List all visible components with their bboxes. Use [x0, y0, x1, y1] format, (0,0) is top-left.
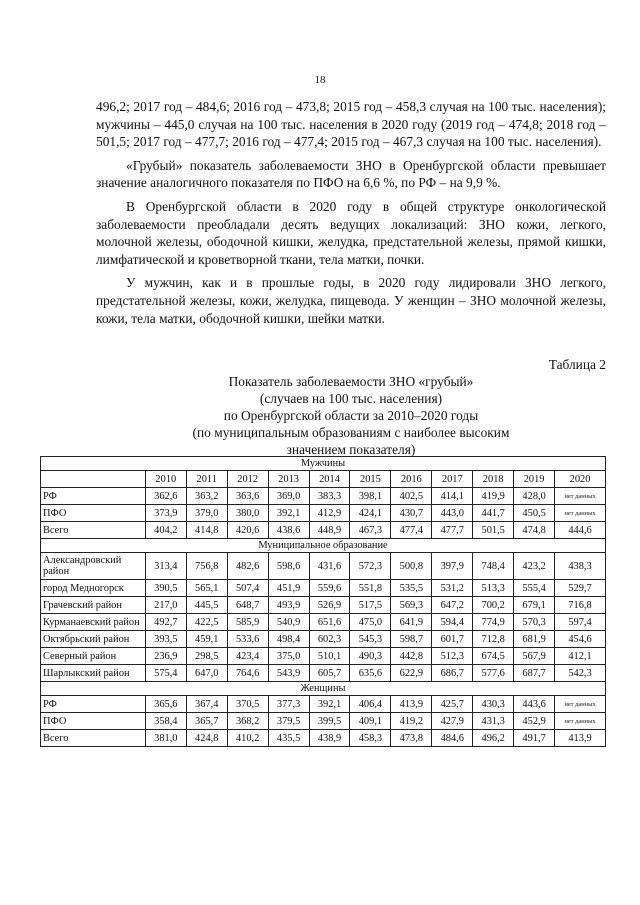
value-cell: 712,8 [473, 631, 514, 648]
value-cell: 526,9 [309, 597, 350, 614]
value-cell: 370,5 [227, 696, 268, 713]
value-cell: 438,6 [268, 522, 309, 539]
row-label: Грачевский район [41, 597, 146, 614]
value-cell: 217,0 [145, 597, 186, 614]
table-row [41, 730, 606, 747]
value-cell: 555,4 [514, 580, 555, 597]
value-cell: 601,7 [432, 631, 473, 648]
value-cell: 513,3 [473, 580, 514, 597]
value-cell: 423,4 [227, 648, 268, 665]
value-cell: 473,8 [391, 730, 432, 747]
value-cell: 419,2 [391, 713, 432, 730]
value-cell: 490,3 [350, 648, 391, 665]
value-cell: 501,5 [473, 522, 514, 539]
value-cell: 512,3 [432, 648, 473, 665]
page-number: 18 [314, 74, 326, 86]
value-cell: 492,7 [145, 614, 186, 631]
table-title-line: Показатель заболеваемости ЗНО «грубый» [228, 374, 474, 389]
value-cell: 545,3 [350, 631, 391, 648]
table-row [41, 597, 606, 614]
value-cell: 598,7 [391, 631, 432, 648]
value-cell: 475,0 [350, 614, 391, 631]
value-cell: 430,7 [391, 505, 432, 522]
table-row [41, 505, 606, 522]
table-row [41, 580, 606, 597]
row-label: РФ [41, 488, 146, 505]
value-cell: 379,5 [268, 713, 309, 730]
value-cell: 410,2 [227, 730, 268, 747]
value-cell: 444,6 [555, 522, 606, 539]
year-header: 2015 [350, 471, 391, 488]
year-header: 2018 [473, 471, 514, 488]
value-cell: 402,5 [391, 488, 432, 505]
value-cell: 567,9 [514, 648, 555, 665]
value-cell: 443,6 [514, 696, 555, 713]
value-cell: 491,7 [514, 730, 555, 747]
row-label: Всего [41, 730, 146, 747]
table-title-line: (случаев на 100 тыс. населения) [259, 391, 443, 406]
row-label: город Медногорск [41, 580, 146, 597]
value-cell: 363,2 [186, 488, 227, 505]
row-label: Шарлыкский район [41, 665, 146, 682]
value-cell: 422,5 [186, 614, 227, 631]
value-cell: 413,9 [555, 730, 606, 747]
row-label: Александровский район [41, 553, 146, 580]
value-cell: 377,3 [268, 696, 309, 713]
paragraph-3: В Оренбургской области в 2020 году в общей структуре онкологической заболеваемости преобладали десять ведущих локализаций: ЗНО кожи, легкого, молочной железы, ободочной кишки, желудка, предстательной железы, прямой кишки, лимфатической и кроветворной ткани, тела матки, почки. [96, 198, 606, 267]
value-cell: 393,5 [145, 631, 186, 648]
value-cell: 594,4 [432, 614, 473, 631]
row-label: Всего [41, 522, 146, 539]
year-header: 2020 [555, 471, 606, 488]
value-cell: 597,4 [555, 614, 606, 631]
table-title [96, 373, 606, 458]
year-header: 2013 [268, 471, 309, 488]
value-cell: 448,9 [309, 522, 350, 539]
value-cell: 577,6 [473, 665, 514, 682]
value-cell: 442,8 [391, 648, 432, 665]
incidence-table-body [41, 457, 606, 747]
value-cell: 533,6 [227, 631, 268, 648]
value-cell: 648,7 [227, 597, 268, 614]
value-cell: 570,3 [514, 614, 555, 631]
value-cell: 482,6 [227, 553, 268, 580]
value-cell: 507,4 [227, 580, 268, 597]
value-cell: 651,6 [309, 614, 350, 631]
value-cell: 445,5 [186, 597, 227, 614]
value-cell: 424,1 [350, 505, 391, 522]
value-cell: 575,4 [145, 665, 186, 682]
section-row [41, 457, 606, 471]
value-cell: 431,3 [473, 713, 514, 730]
value-cell: 510,1 [309, 648, 350, 665]
paragraph-4: У мужчин, как и в прошлые годы, в 2020 году лидировали ЗНО легкого, предстательной железы, кожи, желудка, пищевода. У женщин – ЗНО молочной железы, кожи, тела матки, ободочной кишки, шейки матки. [96, 275, 606, 326]
value-cell: 716,8 [555, 597, 606, 614]
paragraph-2: «Грубый» показатель заболеваемости ЗНО в Оренбургской области превышает значение аналогичного показателя по ПФО на 6,6 %, по РФ – на 9,9 %. [96, 157, 606, 191]
value-cell: 647,0 [186, 665, 227, 682]
value-cell: 381,0 [145, 730, 186, 747]
value-cell: 419,9 [473, 488, 514, 505]
value-cell: нет данных [555, 505, 606, 522]
value-cell: 674,5 [473, 648, 514, 665]
value-cell: 641,9 [391, 614, 432, 631]
value-cell: 565,1 [186, 580, 227, 597]
value-cell: 686,7 [432, 665, 473, 682]
value-cell: 529,7 [555, 580, 606, 597]
value-cell: 622,9 [391, 665, 432, 682]
table-row [41, 648, 606, 665]
value-cell: 748,4 [473, 553, 514, 580]
value-cell: 236,9 [145, 648, 186, 665]
value-cell: 365,6 [145, 696, 186, 713]
value-cell: 572,3 [350, 553, 391, 580]
year-header: 2014 [309, 471, 350, 488]
value-cell: 635,6 [350, 665, 391, 682]
value-cell: 406,4 [350, 696, 391, 713]
year-header: 2017 [432, 471, 473, 488]
value-cell: 365,7 [186, 713, 227, 730]
value-cell: 409,1 [350, 713, 391, 730]
value-cell: 428,0 [514, 488, 555, 505]
value-cell: 452,9 [514, 713, 555, 730]
value-cell: 363,6 [227, 488, 268, 505]
value-cell: 390,5 [145, 580, 186, 597]
value-cell: 399,5 [309, 713, 350, 730]
value-cell: 496,2 [473, 730, 514, 747]
value-cell: нет данных [555, 696, 606, 713]
paragraph-1: 496,2; 2017 год – 484,6; 2016 год – 473,8; 2015 год – 458,3 случая на 100 тыс. населения); мужчины – 445,0 случая на 100 тыс. населения в 2020 году (2019 год – 474,8; 2018 год – 501,5; 2017 год – 477,7; 2016 год – 477,4; 2015 год – 467,3 случая на 100 тыс. населения). [96, 99, 606, 150]
value-cell: 435,5 [268, 730, 309, 747]
value-cell: 459,1 [186, 631, 227, 648]
value-cell: 647,2 [432, 597, 473, 614]
value-cell: 425,7 [432, 696, 473, 713]
value-cell: 700,2 [473, 597, 514, 614]
value-cell: 423,2 [514, 553, 555, 580]
table-row [41, 665, 606, 682]
value-cell: нет данных [555, 488, 606, 505]
value-cell: 569,3 [391, 597, 432, 614]
value-cell: 774,9 [473, 614, 514, 631]
section-header: Женщины [41, 682, 606, 696]
table-row [41, 614, 606, 631]
value-cell: 484,6 [432, 730, 473, 747]
value-cell: 412,9 [309, 505, 350, 522]
value-cell: 380,0 [227, 505, 268, 522]
value-cell: 412,1 [555, 648, 606, 665]
value-cell: 679,1 [514, 597, 555, 614]
value-cell: 605,7 [309, 665, 350, 682]
row-label: РФ [41, 696, 146, 713]
value-cell: 438,3 [555, 553, 606, 580]
table-title-line: по Оренбургской области за 2010–2020 годы [223, 408, 479, 423]
value-cell: 431,6 [309, 553, 350, 580]
value-cell: 420,6 [227, 522, 268, 539]
value-cell: 517,5 [350, 597, 391, 614]
value-cell: 450,5 [514, 505, 555, 522]
value-cell: 540,9 [268, 614, 309, 631]
value-cell: 427,9 [432, 713, 473, 730]
row-label: Октябрьский район [41, 631, 146, 648]
value-cell: 375,0 [268, 648, 309, 665]
table-row [41, 696, 606, 713]
section-header: Мужчины [41, 457, 606, 471]
row-label: Северный район [41, 648, 146, 665]
value-cell: 531,2 [432, 580, 473, 597]
value-cell: 458,3 [350, 730, 391, 747]
table-row [41, 488, 606, 505]
section-row [41, 539, 606, 553]
table-title-line: значением показателя) [286, 442, 416, 457]
table-title-line: (по муниципальным образованиям с наиболее высоким [192, 425, 510, 440]
value-cell: 424,8 [186, 730, 227, 747]
value-cell: 397,9 [432, 553, 473, 580]
value-cell: 414,8 [186, 522, 227, 539]
value-cell: 392,1 [309, 696, 350, 713]
value-cell: 467,3 [350, 522, 391, 539]
value-cell: 542,3 [555, 665, 606, 682]
row-label: ПФО [41, 713, 146, 730]
value-cell: 454,6 [555, 631, 606, 648]
value-cell: 500,8 [391, 553, 432, 580]
section-row [41, 682, 606, 696]
value-cell: 498,4 [268, 631, 309, 648]
table-row [41, 553, 606, 580]
year-header: 2016 [391, 471, 432, 488]
value-cell: 543,9 [268, 665, 309, 682]
value-cell: 756,8 [186, 553, 227, 580]
value-cell: 313,4 [145, 553, 186, 580]
value-cell: 383,3 [309, 488, 350, 505]
value-cell: 367,4 [186, 696, 227, 713]
value-cell: 535,5 [391, 580, 432, 597]
value-cell: 493,9 [268, 597, 309, 614]
value-cell: 551,8 [350, 580, 391, 597]
value-cell: 369,0 [268, 488, 309, 505]
year-header: 2012 [227, 471, 268, 488]
year-header: 2011 [186, 471, 227, 488]
value-cell: 379,0 [186, 505, 227, 522]
table-label: Таблица 2 [548, 357, 606, 372]
value-cell: 413,9 [391, 696, 432, 713]
incidence-table [40, 456, 606, 747]
value-cell: 598,6 [268, 553, 309, 580]
year-header-row [41, 471, 606, 488]
value-cell: 368,2 [227, 713, 268, 730]
table-row [41, 631, 606, 648]
value-cell: 392,1 [268, 505, 309, 522]
row-label: ПФО [41, 505, 146, 522]
value-cell: 687,7 [514, 665, 555, 682]
value-cell: 298,5 [186, 648, 227, 665]
value-cell: 373,9 [145, 505, 186, 522]
value-cell: 404,2 [145, 522, 186, 539]
value-cell: 443,0 [432, 505, 473, 522]
value-cell: 430,3 [473, 696, 514, 713]
value-cell: 681,9 [514, 631, 555, 648]
value-cell: нет данных [555, 713, 606, 730]
year-header: 2019 [514, 471, 555, 488]
corner-cell [41, 471, 146, 488]
value-cell: 414,1 [432, 488, 473, 505]
value-cell: 602,3 [309, 631, 350, 648]
section-header: Муниципальное образование [41, 539, 606, 553]
value-cell: 362,6 [145, 488, 186, 505]
value-cell: 764,6 [227, 665, 268, 682]
value-cell: 559,6 [309, 580, 350, 597]
value-cell: 441,7 [473, 505, 514, 522]
value-cell: 451,9 [268, 580, 309, 597]
value-cell: 585,9 [227, 614, 268, 631]
value-cell: 474,8 [514, 522, 555, 539]
value-cell: 477,4 [391, 522, 432, 539]
year-header: 2010 [145, 471, 186, 488]
body-text [96, 98, 606, 333]
value-cell: 398,1 [350, 488, 391, 505]
value-cell: 477,7 [432, 522, 473, 539]
table-row [41, 522, 606, 539]
row-label: Курманаевский район [41, 614, 146, 631]
value-cell: 438,9 [309, 730, 350, 747]
table-row [41, 713, 606, 730]
value-cell: 358,4 [145, 713, 186, 730]
